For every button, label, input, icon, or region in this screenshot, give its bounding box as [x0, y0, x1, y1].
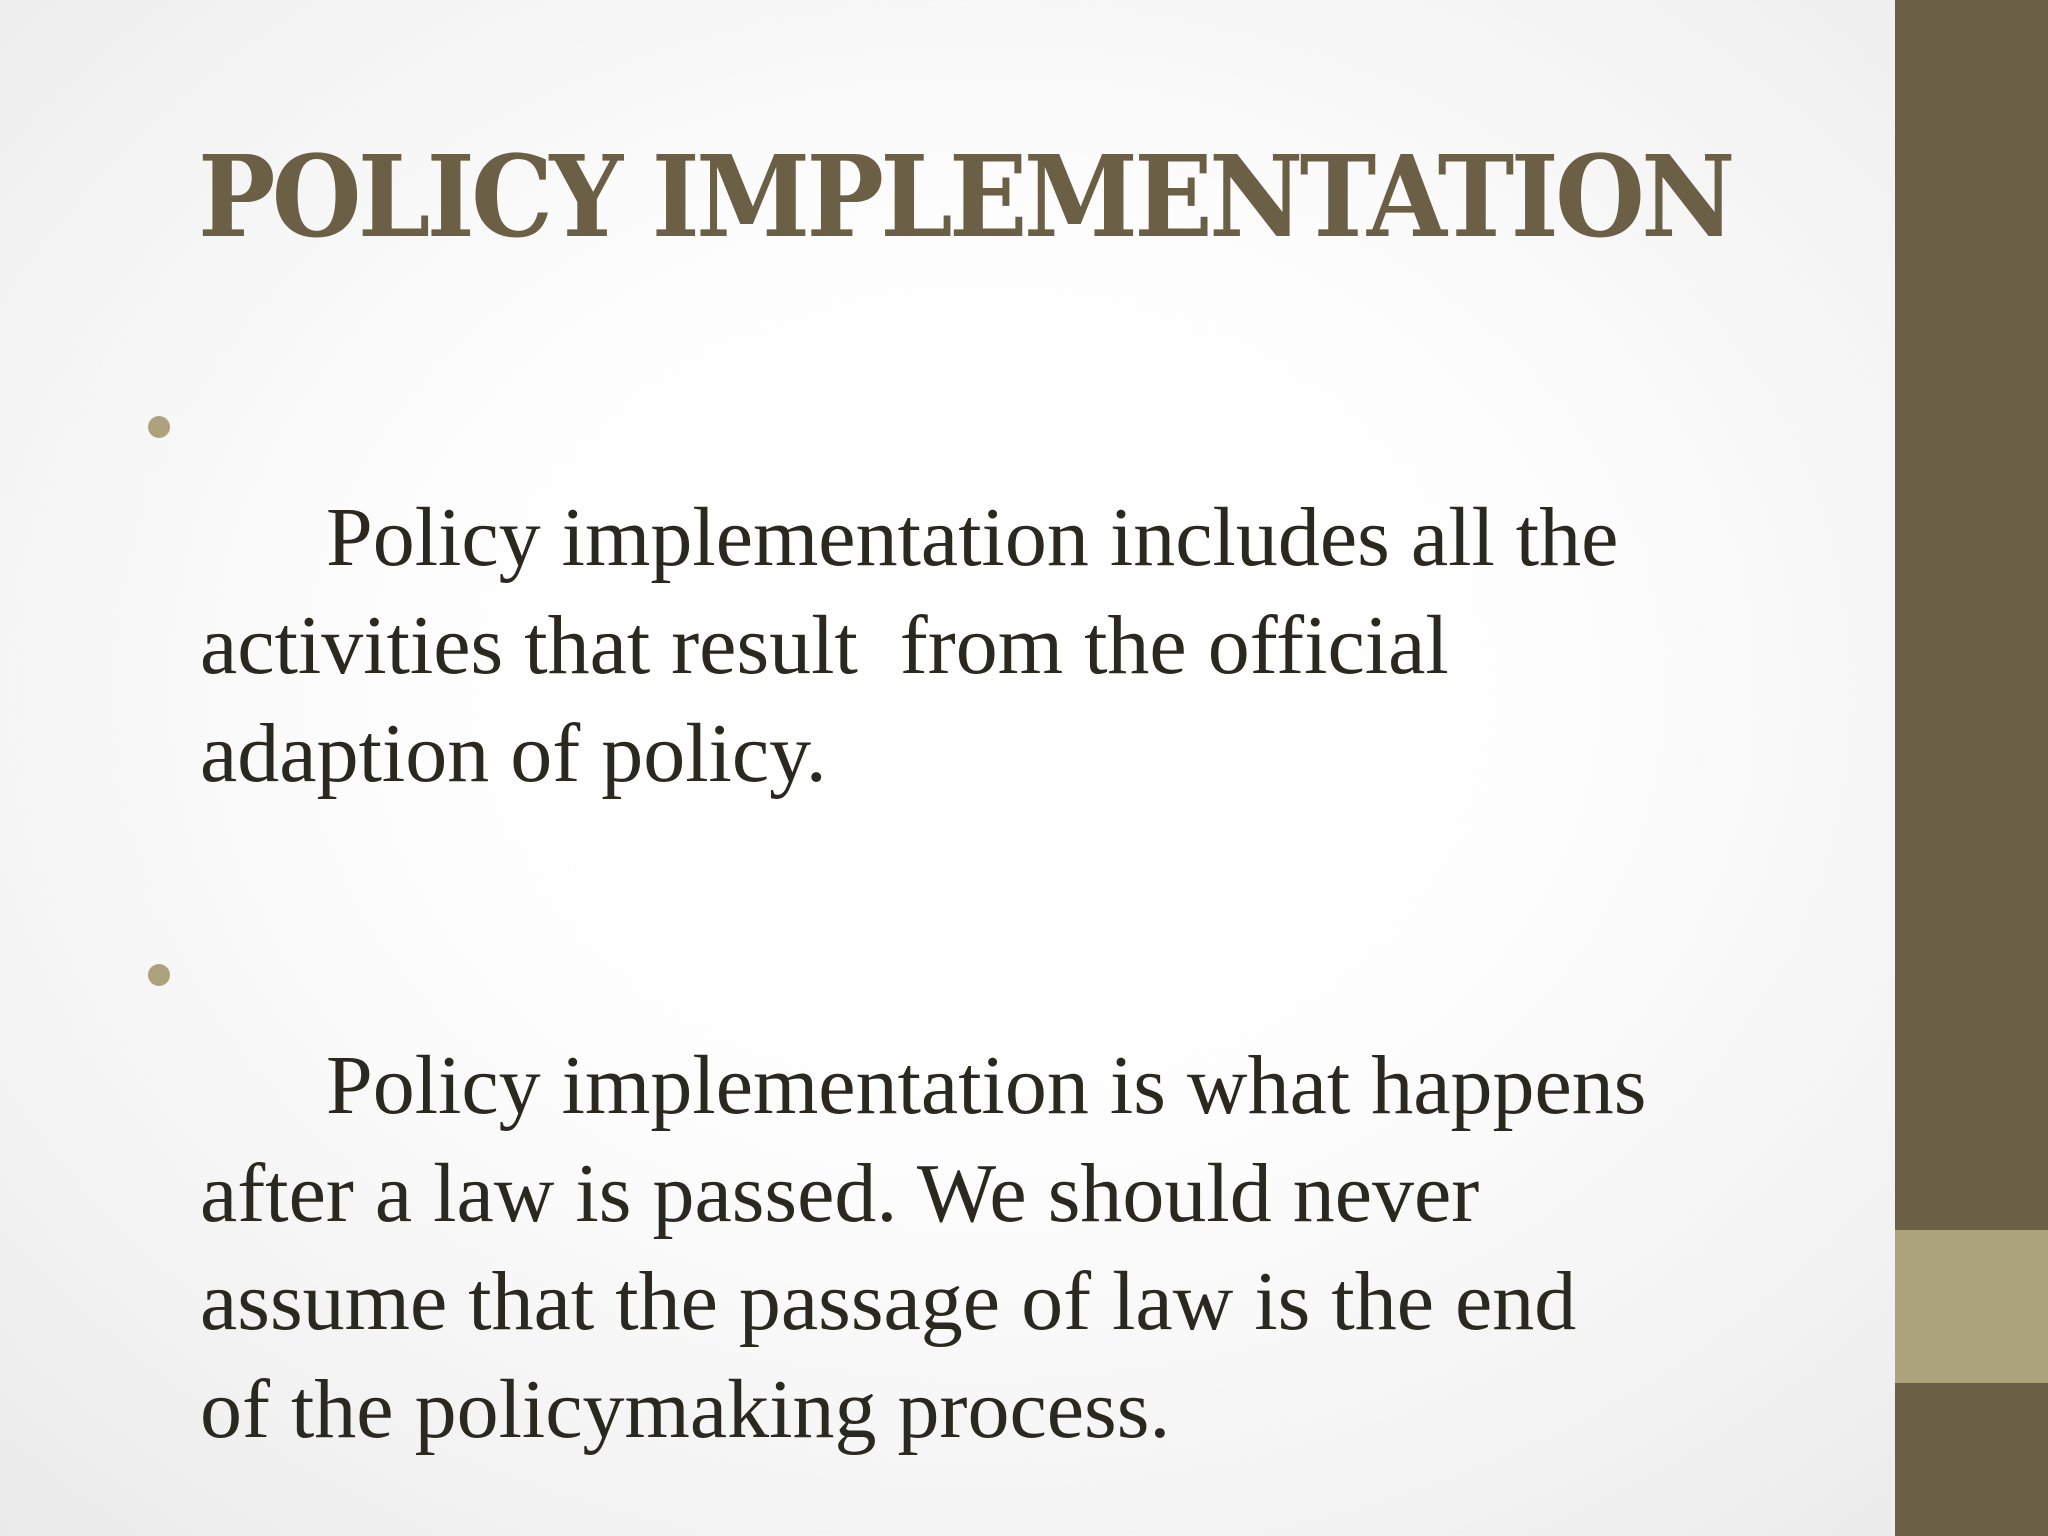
bullet-dot-icon [148, 964, 170, 986]
bullet-item [148, 376, 1748, 916]
bullet-text: Policy implementation is what happens after a law is passed. We should never assume that the passage of law is the end of the policymaking process. [200, 1039, 1647, 1456]
slide-title: POLICY IMPLEMENTATION [198, 132, 1732, 263]
bullet-text: Policy implementation includes all the activities that result from the official adaption of policy. [200, 491, 1619, 800]
side-decoration-bar [1895, 0, 2048, 1536]
bullet-list [148, 376, 1748, 1536]
bullet-item [148, 924, 1748, 1536]
bullet-dot-icon [148, 416, 170, 438]
side-accent-block [1895, 1230, 2048, 1383]
